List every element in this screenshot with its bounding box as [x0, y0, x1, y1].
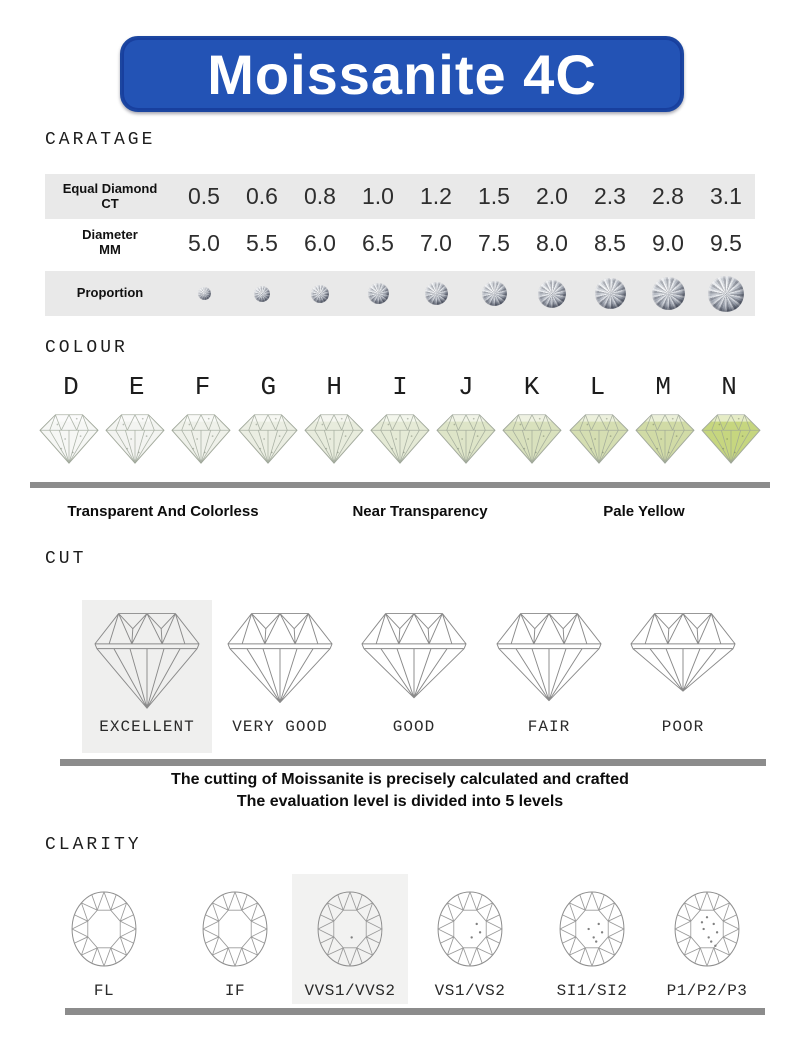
caratage-value-cell: 5.5: [246, 229, 278, 256]
proportion-cell: [175, 287, 233, 300]
clarity-level-label: SI1/SI2: [556, 982, 628, 1000]
colour-diamond-icon: [501, 410, 563, 466]
cut-level-label: POOR: [661, 718, 705, 736]
caratage-value-cell: 2.0: [536, 183, 568, 209]
cut-heading: CUT: [45, 549, 87, 569]
colour-group-label: Transparent And Colorless: [67, 503, 259, 520]
colour-diamond-cell: [36, 410, 102, 466]
proportion-cell: [697, 276, 755, 312]
colour-heading: COLOUR: [45, 338, 128, 358]
caratage-row-proportion: [45, 271, 755, 316]
clarity-divider-bar: [65, 1008, 765, 1015]
proportion-diamond-image: [311, 285, 329, 303]
colour-grade-letter: H: [326, 372, 342, 402]
title-banner: [120, 36, 684, 112]
colour-grade-diamonds: [36, 410, 764, 466]
proportion-diamond-image: [425, 282, 448, 305]
proportion-cell: [233, 286, 291, 302]
clarity-level-cell: [649, 874, 765, 1004]
cut-note-line: The evaluation level is divided into 5 levels: [236, 793, 564, 810]
clarity-level-cell: [46, 874, 162, 1004]
proportion-diamond-image: [595, 278, 626, 309]
colour-diamond-cell: [632, 410, 698, 466]
clarity-level-cell: [412, 874, 528, 1004]
colour-grade-letters: [38, 372, 762, 402]
proportion-diamond-image: [538, 280, 566, 308]
cut-divider-bar: [60, 759, 766, 766]
cut-level-label: GOOD: [392, 718, 436, 736]
row-label-line: MM: [99, 242, 121, 257]
proportion-cell: [523, 280, 581, 308]
caratage-row-diameter-mm: [45, 219, 755, 267]
row-label: [45, 182, 175, 212]
clarity-level-cell: [534, 874, 650, 1004]
cut-level-cell: [618, 600, 748, 753]
colour-diamond-cell: [566, 410, 632, 466]
row-label-line: CT: [101, 195, 119, 211]
proportion-cell: [465, 281, 523, 306]
caratage-value-cell: 1.2: [420, 183, 452, 209]
cut-diamond-icon: [623, 606, 743, 712]
colour-diamond-icon: [237, 410, 299, 466]
caratage-value-cell: 8.5: [594, 229, 626, 256]
clarity-diamond-icon: [308, 881, 392, 977]
colour-grade-letter: G: [260, 372, 277, 402]
proportion-cell: [349, 283, 407, 304]
caratage-heading: CARATAGE: [45, 130, 156, 150]
cut-level-label: FAIR: [527, 718, 571, 736]
clarity-level-label: P1/P2/P3: [666, 982, 748, 1000]
colour-divider-bar: [30, 482, 770, 488]
caratage-value-cell: 8.0: [536, 229, 568, 256]
row-label-line: Diameter: [82, 227, 138, 243]
colour-grade-letter: N: [721, 372, 737, 402]
clarity-level-label: VVS1/VVS2: [304, 982, 396, 1000]
proportion-cell: [407, 282, 465, 305]
colour-diamond-icon: [170, 410, 232, 466]
colour-grade-letter: F: [194, 372, 211, 402]
colour-diamond-icon: [104, 410, 166, 466]
cut-level-label: EXCELLENT: [99, 718, 195, 736]
row-label-line: Equal Diamond: [62, 180, 158, 196]
colour-grade-letter: J: [457, 372, 474, 402]
caratage-value-cell: 7.0: [420, 229, 452, 256]
clarity-diamond-icon: [62, 881, 146, 977]
colour-diamond-cell: [499, 410, 565, 466]
proportion-diamond-image: [708, 276, 744, 312]
caratage-value-cell: 6.5: [362, 229, 394, 256]
proportion-cell: [581, 278, 639, 309]
cut-level-label: VERY GOOD: [232, 718, 328, 736]
caratage-value-cell: 5.0: [188, 229, 220, 256]
colour-diamond-cell: [102, 410, 168, 466]
caratage-value-cell: 2.3: [594, 183, 626, 209]
clarity-diamond-icon: [550, 881, 634, 977]
row-label: [45, 228, 175, 258]
cut-level-cell: [82, 600, 212, 753]
row-label: [45, 286, 175, 301]
caratage-value-cell: 3.1: [710, 183, 742, 209]
colour-grade-letter: L: [589, 372, 606, 402]
proportion-diamond-image: [368, 283, 389, 304]
clarity-heading: CLARITY: [45, 835, 142, 855]
caratage-value-cell: 6.0: [304, 229, 336, 256]
cut-note-line: The cutting of Moissanite is precisely calculated and crafted: [171, 771, 629, 788]
colour-diamond-icon: [700, 410, 762, 466]
proportion-diamond-image: [254, 286, 270, 302]
caratage-value-cell: 2.8: [652, 183, 684, 209]
colour-grade-letter: D: [63, 372, 79, 402]
colour-grade-letter: I: [392, 372, 408, 402]
proportion-diamond-image: [198, 287, 211, 300]
colour-diamond-cell: [367, 410, 433, 466]
cut-diamond-icon: [220, 606, 340, 712]
caratage-table: [45, 174, 755, 316]
clarity-diamond-icon: [193, 881, 277, 977]
clarity-level-label: VS1/VS2: [434, 982, 506, 1000]
colour-group-label: Pale Yellow: [603, 503, 685, 520]
colour-diamond-icon: [303, 410, 365, 466]
proportion-cell: [291, 285, 349, 303]
colour-diamond-icon: [568, 410, 630, 466]
caratage-value-cell: 0.8: [304, 183, 336, 209]
caratage-value-cell: 7.5: [478, 229, 510, 256]
proportion-diamond-image: [652, 277, 685, 310]
colour-diamond-cell: [235, 410, 301, 466]
clarity-diamond-icon: [428, 881, 512, 977]
colour-diamond-cell: [698, 410, 764, 466]
colour-diamond-cell: [168, 410, 234, 466]
colour-grade-letter: M: [655, 372, 672, 402]
clarity-level-cell: [177, 874, 293, 1004]
clarity-diamond-icon: [665, 881, 749, 977]
caratage-value-cell: 0.6: [246, 183, 278, 209]
cut-level-cell: [215, 600, 345, 753]
colour-diamond-icon: [369, 410, 431, 466]
cut-diamond-icon: [87, 606, 207, 712]
caratage-value-cell: 9.5: [710, 229, 742, 256]
colour-grade-letter: K: [523, 372, 540, 402]
caratage-value-cell: 9.0: [652, 229, 684, 256]
colour-group-label: Near Transparency: [352, 503, 488, 520]
cut-level-cell: [484, 600, 614, 753]
caratage-value-cell: 1.0: [362, 183, 394, 209]
colour-diamond-cell: [433, 410, 499, 466]
colour-diamond-icon: [634, 410, 696, 466]
colour-diamond-icon: [435, 410, 497, 466]
clarity-level-label: FL: [93, 982, 115, 1000]
clarity-level-cell: [292, 874, 408, 1004]
caratage-value-cell: 0.5: [188, 183, 220, 209]
cut-note: [0, 769, 800, 813]
cut-level-cell: [349, 600, 479, 753]
clarity-level-label: IF: [224, 982, 246, 1000]
caratage-value-cell: 1.5: [478, 183, 510, 209]
row-label-line: Proportion: [76, 285, 144, 301]
cut-diamond-icon: [489, 606, 609, 712]
cut-diamond-icon: [354, 606, 474, 712]
colour-diamond-icon: [38, 410, 100, 466]
colour-grade-letter: E: [128, 372, 145, 402]
caratage-row-equal-diamond-ct: [45, 174, 755, 219]
colour-diamond-cell: [301, 410, 367, 466]
proportion-diamond-image: [482, 281, 507, 306]
proportion-cell: [639, 277, 697, 310]
page-title: Moissanite 4C: [207, 42, 597, 106]
